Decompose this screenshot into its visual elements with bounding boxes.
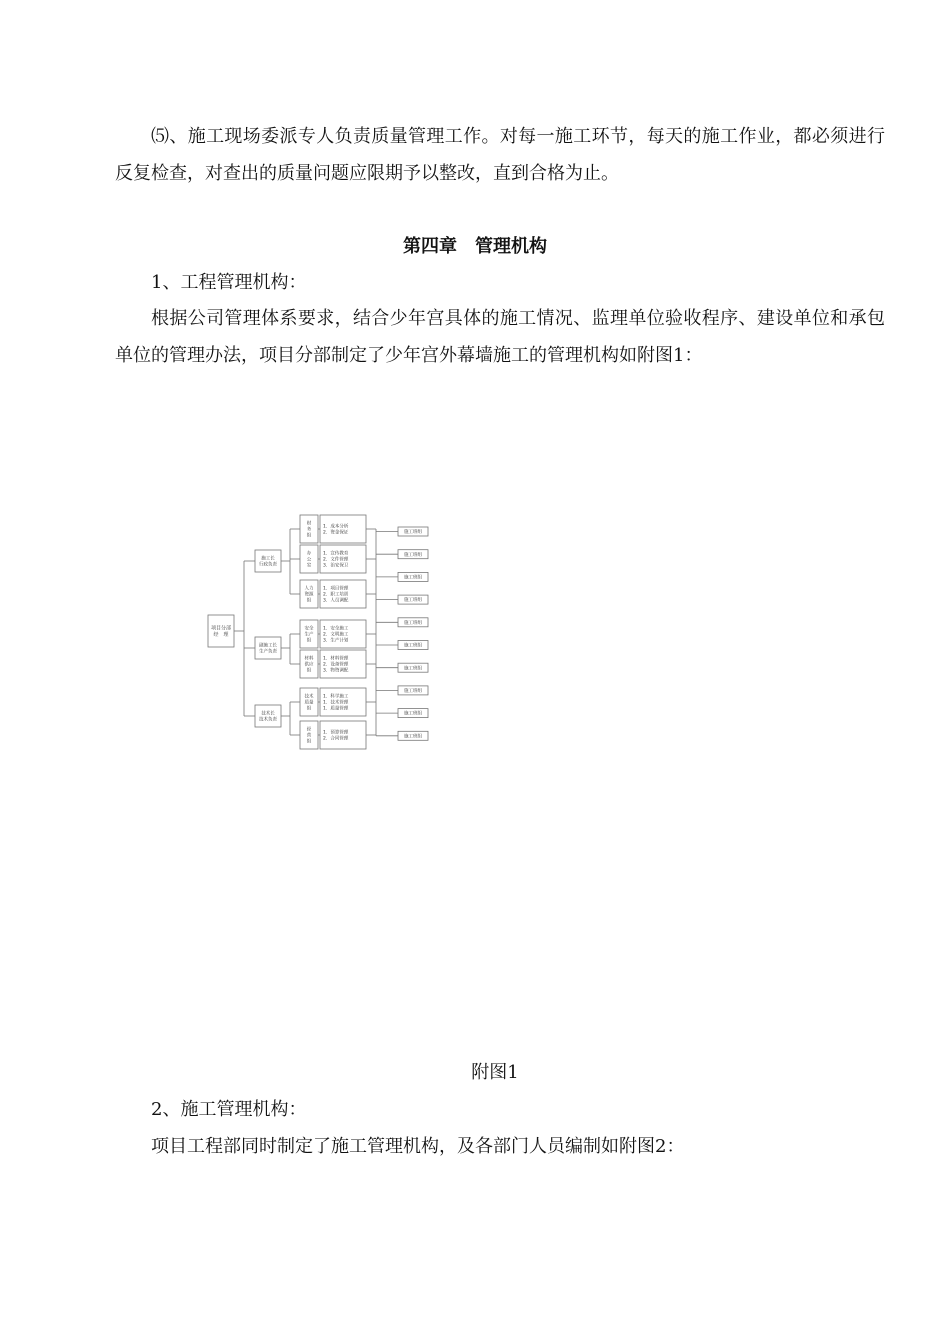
manager-box-text: 副施工长 bbox=[259, 643, 277, 649]
section-1-heading: 1、工程管理机构： bbox=[151, 272, 307, 293]
group-box-text: 人力 bbox=[304, 586, 314, 592]
duty-box-text: 1．宣传教育 bbox=[323, 551, 349, 557]
group-box-text: 办 bbox=[306, 551, 312, 557]
group-box-text: 组 bbox=[306, 638, 312, 644]
group-box-text: 财 bbox=[306, 521, 312, 527]
group-box-text: 安全 bbox=[304, 626, 314, 632]
group-box-text: 技术 bbox=[304, 694, 314, 700]
org-chart-figure-1 bbox=[200, 510, 440, 760]
team-box-text: 施工班组 bbox=[404, 552, 422, 558]
chapter-title: 第四章 管理机构 bbox=[403, 236, 547, 257]
group-box-text: 生产 bbox=[304, 632, 314, 638]
group-box-text: 公 bbox=[306, 557, 312, 563]
duty-box-text: 1．材料管理 bbox=[323, 656, 349, 662]
duty-box-text: 3．人员调配 bbox=[323, 598, 349, 604]
manager-box-text: 技术长 bbox=[261, 711, 275, 717]
section-2-body: 项目工程部同时制定了施工管理机构，及各部门人员编制如附图2： bbox=[151, 1136, 685, 1157]
team-box-text: 施工班组 bbox=[404, 688, 422, 694]
group-box-text: 组 bbox=[306, 706, 312, 712]
manager-box-text: 施工长 bbox=[261, 556, 275, 562]
root-manager-box-text: 经 理 bbox=[213, 632, 229, 638]
group-box-text: 质量 bbox=[304, 700, 314, 706]
team-box-text: 施工班组 bbox=[404, 620, 422, 626]
manager-box-text: 行政负责 bbox=[259, 562, 277, 568]
duty-box-text: 1．预算管理 bbox=[323, 730, 349, 736]
section-1-body: 根据公司管理体系要求，结合少年宫具体的施工情况、监理单位验收程序、建设单位和承包单位的管理办法，项目分部制定了少年宫外幕墙施工的管理机构如附图1： bbox=[115, 308, 885, 366]
team-box-text: 施工班组 bbox=[404, 643, 422, 649]
team-box-text: 施工班组 bbox=[404, 666, 422, 672]
duty-box-text: 1．技术管理 bbox=[323, 700, 349, 706]
duty-box-text: 3．治安保卫 bbox=[323, 563, 349, 569]
section-2-heading: 2、施工管理机构： bbox=[151, 1099, 307, 1120]
duty-box-text: 2．合同管理 bbox=[323, 736, 349, 742]
duty-box-text: 3．物资调配 bbox=[323, 668, 349, 674]
team-box-text: 施工班组 bbox=[404, 598, 422, 604]
group-box-text: 组 bbox=[306, 598, 312, 604]
group-box-text: 组 bbox=[306, 668, 312, 674]
manager-box-text: 生产负责 bbox=[259, 649, 277, 655]
manager-box-text: 技术负责 bbox=[259, 717, 277, 723]
duty-box-text: 2．文明施工 bbox=[323, 632, 349, 638]
team-box-text: 施工班组 bbox=[404, 575, 422, 581]
group-box-text: 材料 bbox=[304, 656, 314, 662]
duty-box-text: 1．质量管理 bbox=[323, 706, 349, 712]
figure-1-caption: 附图1 bbox=[471, 1062, 519, 1083]
duty-box-text: 2．设备管理 bbox=[323, 662, 349, 668]
duty-box-text: 1．科学施工 bbox=[323, 694, 349, 700]
team-box-text: 施工班组 bbox=[404, 530, 422, 536]
group-box-text: 营 bbox=[306, 733, 312, 739]
group-box-text: 组 bbox=[306, 739, 312, 745]
group-box-text: 供应 bbox=[304, 662, 314, 668]
duty-box-text: 1．项目管理 bbox=[323, 586, 349, 592]
group-box-text: 组 bbox=[306, 533, 312, 539]
group-box-text: 资源 bbox=[304, 592, 314, 598]
duty-box-text: 2．文件管理 bbox=[323, 557, 349, 563]
root-manager-box-text: 项目分部 bbox=[210, 625, 232, 632]
group-box-text: 室 bbox=[306, 563, 312, 569]
duty-box-text: 2．资金保证 bbox=[323, 530, 349, 536]
paragraph-quality-inspection: ⑸、施工现场委派专人负责质量管理工作。对每一施工环节，每天的施工作业，都必须进行反复检查，对查出的质量问题应限期予以整改，直到合格为止。 bbox=[115, 126, 885, 184]
group-box-text: 经 bbox=[306, 727, 312, 733]
duty-box-text: 2．职工培训 bbox=[323, 592, 349, 598]
duty-box-text: 1．成本分析 bbox=[323, 524, 349, 530]
duty-box-text: 3．生产计划 bbox=[323, 638, 349, 644]
team-box-text: 施工班组 bbox=[404, 711, 422, 717]
duty-box-text: 1．安全施工 bbox=[323, 626, 349, 632]
team-box-text: 施工班组 bbox=[404, 734, 422, 740]
group-box-text: 务 bbox=[306, 527, 312, 533]
